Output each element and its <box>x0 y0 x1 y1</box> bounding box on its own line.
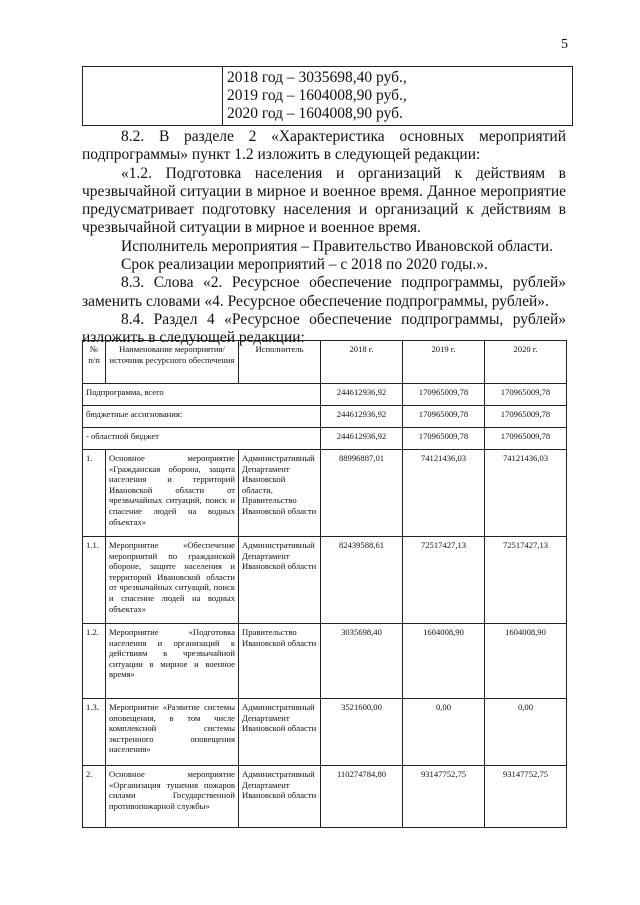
value-2019: 170965009,78 <box>403 384 485 406</box>
value-2018: 110274784,80 <box>321 766 403 828</box>
row-name: Основное мероприятие «Организация тушения пожаров силами Государственной противопожарной службы» <box>106 766 239 828</box>
row-num: 1.3. <box>83 699 106 766</box>
table-row <box>83 406 567 428</box>
summary-label: бюджетные ассигнования: <box>83 406 321 428</box>
row-executor: Административный Департамент Ивановской области <box>239 537 321 624</box>
summary-label: Подпрограмма, всего <box>83 384 321 406</box>
header-2018: 2018 г. <box>321 341 403 384</box>
funding-year-2018: 2018 год – 3035698,40 руб., <box>227 69 407 86</box>
value-2018: 3521600,00 <box>321 699 403 766</box>
value-2018: 244612936,92 <box>321 384 403 406</box>
row-name: Мероприятие «Обеспечение мероприятий по гражданской обороне, защите населения и территорий Ивановской области от чрезвычайных ситуаций, поиск и спасение людей на водных объектах» <box>106 537 239 624</box>
row-num: 1.1. <box>83 537 106 624</box>
row-name: Мероприятие «Развитие системы оповещения, в том числе комплексной системы экстренного оповещения населения» <box>106 699 239 766</box>
row-num: 2. <box>83 766 106 828</box>
header-2020: 2020 г. <box>485 341 567 384</box>
page-number: 5 <box>561 37 568 52</box>
paragraph-1-2-description: «1.2. Подготовка населения и организаций к действиям в чрезвычайной ситуации в мирное и военное время. Данное мероприятие предусматривает подготовку населения и организаций к действиям в чрезвычайной ситуации в мирное и военное время. <box>82 164 566 237</box>
table-row <box>83 624 567 699</box>
funding-year-2020: 2020 год – 1604008,90 руб. <box>227 105 403 122</box>
row-executor: Административный Департамент Ивановской области <box>239 766 321 828</box>
header-num: № п/п <box>83 341 106 384</box>
table-row <box>83 699 567 766</box>
header-executor: Исполнитель <box>239 341 321 384</box>
row-num: 1.2. <box>83 624 106 699</box>
value-2018: 244612936,92 <box>321 406 403 428</box>
value-2020: 93147752,75 <box>485 766 567 828</box>
value-2018: 82439588,61 <box>321 537 403 624</box>
header-2019: 2019 г. <box>403 341 485 384</box>
table-header-row <box>83 341 567 384</box>
row-num: 1. <box>83 450 106 537</box>
value-2019: 1604008,90 <box>403 624 485 699</box>
table-row <box>83 766 567 828</box>
row-executor: Правительство Ивановской области <box>239 624 321 699</box>
document-body <box>82 128 566 348</box>
header-name: Наименование мероприятия/источник ресурсного обеспечения <box>106 341 239 384</box>
value-2019: 72517427,13 <box>403 537 485 624</box>
value-2020: 170965009,78 <box>485 406 567 428</box>
funding-continuation-table <box>82 66 573 126</box>
value-2018: 244612936,92 <box>321 428 403 450</box>
value-2019: 0,00 <box>403 699 485 766</box>
value-2019: 93147752,75 <box>403 766 485 828</box>
empty-cell <box>83 67 223 126</box>
table-row <box>83 428 567 450</box>
value-2018: 88996887,01 <box>321 450 403 537</box>
value-2020: 1604008,90 <box>485 624 567 699</box>
paragraph-executor: Исполнитель мероприятия – Правительство Ивановской области. <box>121 237 554 255</box>
table-row <box>83 384 567 406</box>
paragraph-8-2: 8.2. В разделе 2 «Характеристика основных мероприятий подпрограммы» пункт 1.2 изложить в следующей редакции: <box>82 128 566 164</box>
resource-table <box>82 340 567 828</box>
paragraph-8-3: 8.3. Слова «2. Ресурсное обеспечение подпрограммы, рублей» заменить словами «4. Ресурсное обеспечение подпрограммы, рублей». <box>82 274 566 310</box>
funding-year-2019: 2019 год – 1604008,90 руб., <box>227 87 407 104</box>
value-2020: 72517427,13 <box>485 537 567 624</box>
row-executor: Административный Департамент Ивановской области, Правительство Ивановской области <box>239 450 321 537</box>
value-2019: 170965009,78 <box>403 406 485 428</box>
row-name: Мероприятие «Подготовка населения и организаций к действиям в чрезвычайной ситуации в мирное и военное время» <box>106 624 239 699</box>
funding-amounts-cell <box>223 67 573 126</box>
value-2020: 170965009,78 <box>485 384 567 406</box>
summary-label: - областной бюджет <box>83 428 321 450</box>
value-2020: 0,00 <box>485 699 567 766</box>
value-2019: 170965009,78 <box>403 428 485 450</box>
value-2020: 170965009,78 <box>485 428 567 450</box>
value-2019: 74121436,03 <box>403 450 485 537</box>
row-executor: Административный Департамент Ивановской области <box>239 699 321 766</box>
row-name: Основное мероприятие «Гражданская оборона, защита населения и территорий Ивановской области от чрезвычайных ситуаций, поиск и спасение людей на водных объектах» <box>106 450 239 537</box>
paragraph-8-4: 8.4. Раздел 4 «Ресурсное обеспечение подпрограммы, рублей» изложить в следующей редакции: <box>82 310 566 347</box>
table-row <box>83 450 567 537</box>
value-2018: 3035698,40 <box>321 624 403 699</box>
table-row <box>83 537 567 624</box>
paragraph-term: Срок реализации мероприятий – с 2018 по 2020 годы.». <box>121 256 488 274</box>
value-2020: 74121436,03 <box>485 450 567 537</box>
